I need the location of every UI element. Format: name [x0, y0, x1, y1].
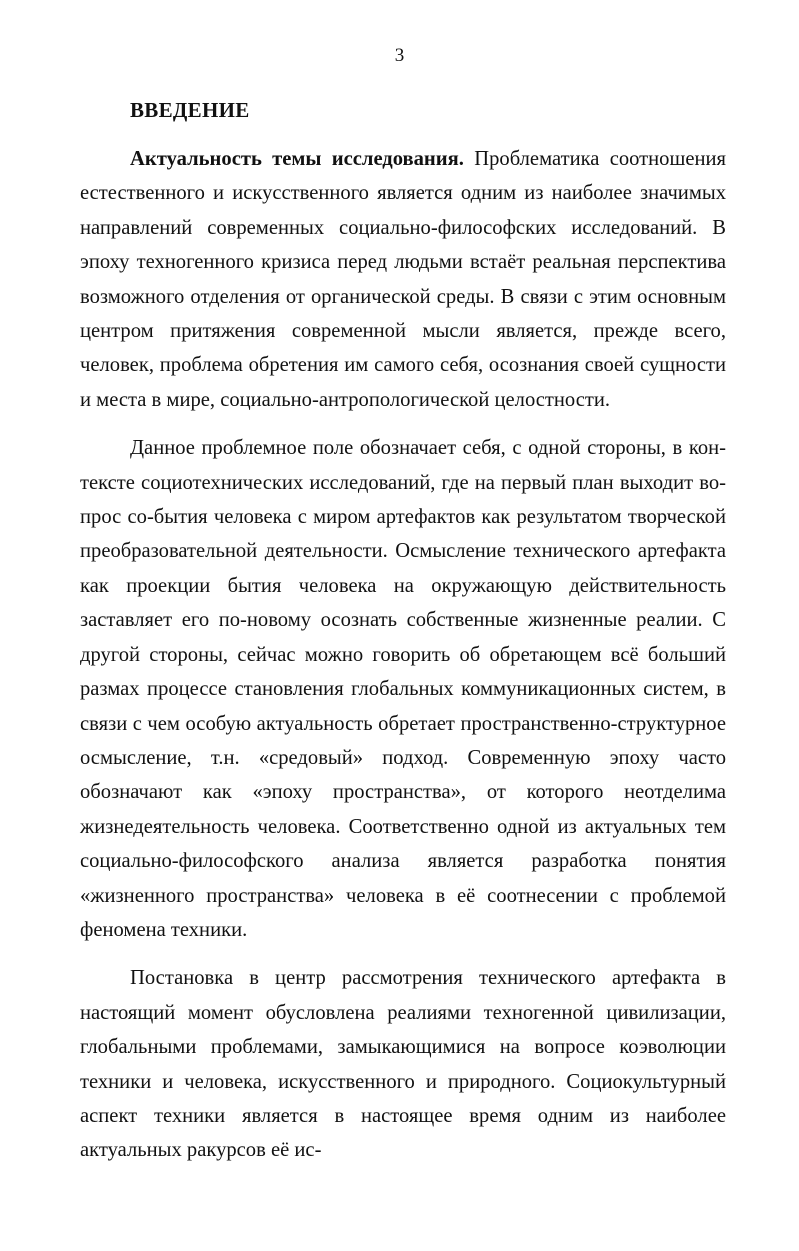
body-text — [80, 142, 726, 1168]
paragraph-relevance — [80, 142, 726, 417]
paragraph-text: Постановка в центр рассмотрения технического артефакта в настоящий момент обусловлена реалиями техногенной цивилизации, глобальными проблемами, замыкающимися на вопросе коэволюции техники и человека, искусственного и природного. Социокультурный аспект техники является в настоящее время одним из наиболее актуальных ракурсов её ис- — [80, 967, 726, 1162]
paragraph-problem-field — [80, 431, 726, 947]
paragraph-lead: Актуальность темы исследования. — [130, 148, 464, 170]
page-number: 3 — [394, 45, 405, 66]
section-heading: ВВЕДЕНИЕ — [130, 98, 250, 122]
paragraph-text: Данное проблемное поле обозначает себя, с одной стороны, в контексте социотехнических исследований, где на первый план выходит вопрос со-бытия человека с миром артефактов как результатом творческой преобразовательной деятельности. Осмысление технического артефакта как проекции бытия человека на окружающую действительность заставляет его по-новому осознать собственные жизненные реалии. С другой стороны, сейчас можно говорить об обретающем всё больший размах процессе становления глобальных коммуникационных систем, в связи с чем особую актуальность обретает пространственно-структурное осмысление, т.н. «средовый» подход. Современную эпоху часто обозначают как «эпоху пространства», от которого неотделима жизнедеятельность человека. Соответственно одной из актуальных тем социально-философского анализа является разработка понятия «жизненного пространства» человека в её соотнесении с проблемой феномена техники. — [80, 437, 726, 941]
paragraph-text: Проблематика соотношения естественного и искусственного является одним из наиболее значимых направлений современных социально-философских исследований. В эпоху техногенного кризиса перед людьми встаёт реальная перспектива возможного отделения от органической среды. В связи с этим основным центром притяжения современной мысли является, прежде всего, человек, проблема обретения им самого себя, осознания своей сущности и места в мире, социально-антропологической целостности. — [80, 148, 726, 411]
paragraph-technical-artifact — [80, 961, 726, 1167]
